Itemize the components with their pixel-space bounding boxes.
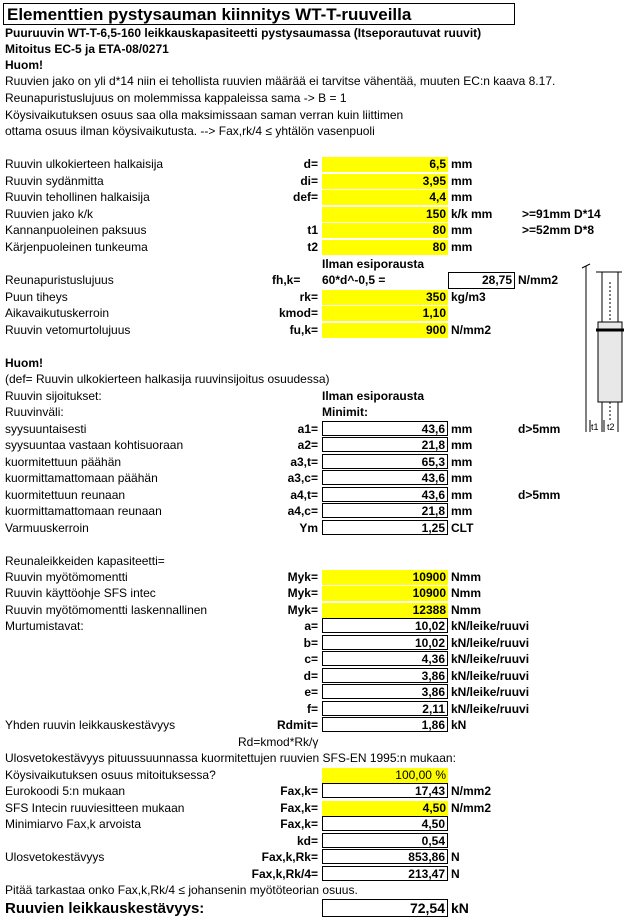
rd-formula: Rd=kmod*Rk/γ — [238, 735, 319, 749]
row-unit: mm — [451, 504, 473, 518]
row-note: d>5mm — [518, 488, 561, 502]
row-label: kuormittamattomaan päähän — [5, 471, 158, 485]
row-label: Yhden ruuvin leikkauskestävyys — [5, 718, 176, 732]
row-label: Ruuvien jako k/k — [5, 207, 94, 221]
notice-head: Huom! — [5, 58, 43, 72]
joint-diagram-drawing — [582, 264, 624, 432]
row-symbol: Fax,k= — [280, 801, 318, 815]
final-unit: kN — [451, 900, 469, 916]
row-symbol: a3,t= — [290, 455, 318, 469]
predrill-heading: Ilman esiporausta — [322, 257, 425, 271]
t1-label: t1 — [591, 422, 599, 432]
row-label: Reunapuristuslujuus — [5, 273, 114, 287]
row-symbol: Myk= — [287, 586, 318, 600]
withdrawal-quarter-value: 213,47 — [322, 866, 448, 881]
row-symbol: fu,k= — [289, 323, 318, 337]
embedment-value: 28,75 — [448, 272, 515, 289]
row-symbol: rk= — [299, 290, 318, 304]
spacing-value: Minimit: — [322, 405, 368, 419]
row-symbol: e= — [304, 685, 318, 699]
page-title: Elementtien pystysauman kiinnitys WT-T-ruuveilla — [3, 3, 515, 25]
row-unit: kN/leike/ruuvi — [451, 669, 530, 683]
row-unit: kN/leike/ruuvi — [451, 702, 530, 716]
row-unit: mm — [451, 438, 473, 452]
row-symbol: d= — [303, 157, 318, 171]
row-unit: Nmm — [451, 570, 482, 584]
final-capacity-value: 72,54 — [322, 899, 448, 917]
row-symbol: a1= — [297, 422, 318, 436]
row-unit: mm — [451, 455, 473, 469]
row-label: Eurokoodi 5:n mukaan — [5, 784, 126, 798]
placement-value: Ilman esiporausta — [322, 389, 425, 403]
row-unit: N/mm2 — [451, 323, 492, 337]
row-label: kuormitettuun reunaan — [5, 488, 126, 502]
row-label: Kannanpuoleinen paksuus — [5, 223, 147, 237]
row-symbol: Fax,k,Rk/4= — [251, 867, 318, 881]
spacing-a3t-value: 65,3 — [322, 454, 448, 469]
row-symbol: a= — [304, 619, 318, 633]
row-symbol: Myk= — [287, 603, 318, 617]
row-symbol: def= — [292, 190, 318, 204]
note2-head: Huom! — [5, 356, 43, 370]
row-symbol: d= — [303, 669, 318, 683]
row-label: kuormittamattomaan reunaan — [5, 504, 162, 518]
row-unit: CLT — [451, 521, 474, 535]
row-symbol: kd= — [296, 834, 318, 848]
failure-mode-value: 3,86 — [322, 684, 448, 699]
row-label: syysuuntaisesti — [5, 422, 87, 436]
spacing-a1-value: 43,6 — [322, 421, 448, 436]
withdrawal-ec5-value: 17,43 — [322, 783, 448, 798]
final-label: Ruuvien leikkauskestävyys: — [5, 900, 205, 917]
row-unit: k/k mm — [451, 207, 493, 221]
row-unit: kN/leike/ruuvi — [451, 685, 530, 699]
row-symbol: t1 — [307, 223, 318, 237]
row-note: >=52mm D*8 — [522, 223, 595, 237]
yield-moment-calc-input[interactable]: 12388 — [322, 603, 448, 618]
row-label: Minimiarvo Fax,k arvoista — [5, 817, 142, 831]
capacity-head: Reunaleikkeiden kapasiteetti= — [5, 554, 165, 568]
row-label: Varmuuskerroin — [5, 521, 89, 535]
spacing-a2-value: 21,8 — [322, 437, 448, 452]
row-symbol: a4,c= — [287, 504, 318, 518]
spacing-a4c-value: 21,8 — [322, 503, 448, 518]
row-symbol: Fax,k= — [280, 817, 318, 831]
row-label: Ruuvin tehollinen halkaisija — [5, 190, 150, 204]
kmod-input[interactable]: 1,10 — [322, 306, 448, 321]
density-input[interactable]: 350 — [322, 290, 448, 305]
row-unit: N/mm2 — [518, 273, 559, 287]
row-symbol: c= — [304, 652, 318, 666]
notice-line: Reunapuristuslujuus on molemmissa kappaleissa sama -> B = 1 — [5, 91, 347, 105]
effective-diameter-input[interactable]: 4,4 — [322, 190, 448, 205]
joint-diagram — [578, 262, 630, 437]
row-label: Puun tiheys — [5, 290, 68, 304]
notice-line: Ruuvien jako on yli d*14 niin ei tehollista ruuvien määrää ei tarvitse vähentää, muuten EC:n kaava 8.17. — [5, 74, 556, 88]
row-label: Kärjenpuoleinen tunkeuma — [5, 240, 148, 254]
row-label: Ulosvetokestävyys — [5, 850, 105, 864]
row-symbol: a2= — [297, 438, 318, 452]
notice-line: Köysivaikutuksen osuus saa olla maksimissaan saman verran kuin liittimen — [5, 108, 404, 122]
row-label: syysuuntaa vastaan kohtisuoraan — [5, 438, 184, 452]
row-label: Ruuvin käyttöohje SFS intec — [5, 586, 156, 600]
failure-label: Murtumistavat: — [5, 619, 84, 633]
failure-mode-value: 4,36 — [322, 651, 448, 666]
t2-label: t2 — [607, 422, 615, 432]
yield-moment-sfs-input[interactable]: 10900 — [322, 586, 448, 601]
withdrawal-capacity-value: 853,86 — [322, 849, 448, 864]
yield-moment-input[interactable]: 10900 — [322, 570, 448, 585]
row-unit: mm — [451, 471, 473, 485]
safety-factor-value: 1,25 — [322, 520, 448, 535]
tensile-strength-input[interactable]: 900 — [322, 323, 448, 338]
check-note: Pitää tarkastaa onko Fax,k,Rk/4 ≤ johansenin myötöteorian osuus. — [5, 883, 358, 897]
row-symbol: b= — [303, 636, 318, 650]
diameter-input[interactable]: 6,5 — [322, 157, 448, 172]
row-unit: kN — [451, 718, 467, 732]
single-screw-capacity: 1,86 — [322, 717, 448, 732]
spacing-a4t-value: 43,6 — [322, 487, 448, 502]
row-unit: mm — [451, 223, 473, 237]
row-unit: N/mm2 — [451, 801, 492, 815]
row-unit: mm — [451, 240, 473, 254]
row-unit: Nmm — [451, 586, 482, 600]
row-symbol: di= — [300, 174, 318, 188]
note2-text: (def= Ruuvin ulkokierteen halkasija ruuvinsijoitus osuudessa) — [5, 372, 330, 386]
rope-effect-input[interactable]: 100,00 % — [322, 768, 448, 783]
row-unit: kN/leike/ruuvi — [451, 652, 530, 666]
row-unit: Nmm — [451, 603, 482, 617]
row-symbol: f= — [306, 702, 318, 716]
row-unit: mm — [451, 422, 473, 436]
row-symbol: kmod= — [278, 306, 318, 320]
row-symbol: t2 — [307, 240, 318, 254]
row-unit: kg/m3 — [451, 290, 486, 304]
kd-value: 0,54 — [322, 833, 448, 848]
row-label: Aikavaikutuskerroin — [5, 306, 110, 320]
row-unit: mm — [451, 157, 473, 171]
row-symbol: a3,c= — [287, 471, 318, 485]
row-symbol: Fax,k,Rk= — [261, 850, 318, 864]
row-unit: N — [451, 867, 460, 881]
t1-input[interactable]: 80 — [322, 223, 448, 238]
row-label: Ruuvin vetomurtolujuus — [5, 323, 131, 337]
row-symbol: fh,k= — [272, 273, 301, 287]
row-label: Köysivaikutuksen osuus mitoituksessa? — [5, 768, 216, 782]
row-note: d>5mm — [518, 422, 561, 436]
failure-mode-value: 10,02 — [322, 618, 448, 633]
row-symbol: Ym — [299, 521, 318, 535]
row-symbol: Myk= — [287, 570, 318, 584]
notice-line: ottama osuus ilman köysivaikutusta. --> Fax,rk/4 ≤ yhtälön vasenpuoli — [5, 124, 375, 138]
core-diameter-input[interactable]: 3,95 — [322, 174, 448, 189]
row-label: SFS Intecin ruuviesitteen mukaan — [5, 801, 185, 815]
failure-mode-value: 10,02 — [322, 635, 448, 650]
row-unit: N/mm2 — [451, 784, 492, 798]
row-label: Ruuvin myötömomentti laskennallinen — [5, 603, 208, 617]
row-label: Ruuvin myötömomentti — [5, 570, 128, 584]
embedment-formula: 60*d^-0,5 = — [322, 273, 386, 287]
row-unit: mm — [451, 174, 473, 188]
row-note: >=91mm D*14 — [522, 207, 601, 221]
row-label: Ruuvin sydänmitta — [5, 174, 104, 188]
row-symbol: a4,t= — [290, 488, 318, 502]
row-label: kuormitettuun päähän — [5, 455, 122, 469]
spacing-a3c-value: 43,6 — [322, 470, 448, 485]
row-unit: kN/leike/ruuvi — [451, 636, 530, 650]
standard: Mitoitus EC-5 ja ETA-08/0271 — [5, 42, 169, 56]
row-unit: mm — [451, 190, 473, 204]
row-label: Ruuvin ulkokierteen halkaisija — [5, 157, 164, 171]
spacing-input[interactable]: 150 — [322, 207, 448, 222]
failure-mode-value: 3,86 — [322, 668, 448, 683]
row-unit: kN/leike/ruuvi — [451, 619, 530, 633]
placement-label: Ruuvin sijoitukset: — [5, 389, 102, 403]
row-unit: mm — [451, 488, 473, 502]
withdrawal-min-value: 4,50 — [322, 816, 448, 831]
subtitle: Puuruuvin WT-T-6,5-160 leikkauskapasiteetti pystysaumassa (Itseporautuvat ruuvit) — [5, 26, 482, 40]
t2-input[interactable]: 80 — [322, 240, 448, 255]
row-unit: N — [451, 850, 460, 864]
row-symbol: Rdmit= — [276, 718, 318, 732]
withdrawal-head: Ulosvetokestävyys pituussuunnassa kuormitettujen ruuvien SFS-EN 1995:n mukaan: — [5, 751, 456, 765]
spacing-label: Ruuvinväli: — [5, 405, 64, 419]
failure-mode-value: 2,11 — [322, 701, 448, 716]
withdrawal-sfs-input[interactable]: 4,50 — [322, 801, 448, 816]
row-symbol: Fax,k= — [280, 784, 318, 798]
